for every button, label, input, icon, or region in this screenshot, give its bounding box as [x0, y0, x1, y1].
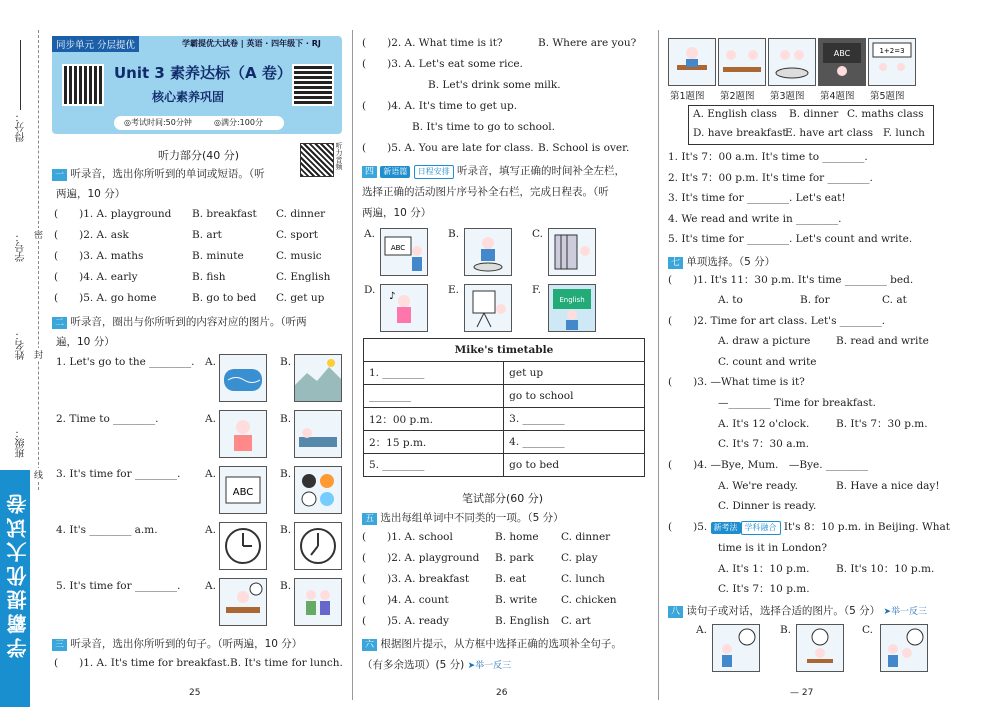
s5-q2-c[interactable]: C. play	[561, 552, 598, 564]
s8-label-b: B.	[780, 624, 792, 636]
s3-num: 三	[52, 639, 67, 651]
music-image[interactable]	[380, 284, 428, 332]
balls-image[interactable]	[294, 466, 342, 514]
s4-pic-f-label: F.	[532, 284, 541, 296]
s3-q5-b[interactable]: B. School is over.	[538, 142, 630, 154]
s1-q4-b[interactable]: B. fish	[192, 271, 226, 283]
s3-q3-b[interactable]: B. Let's drink some milk.	[428, 79, 561, 91]
score-line	[20, 40, 21, 110]
s6-q3[interactable]: 3. It's time for ________. Let's eat!	[668, 192, 846, 204]
s7-q3-a[interactable]: A. It's 12 o'clock.	[718, 418, 810, 430]
s7-q1-b[interactable]: B. for	[800, 294, 830, 306]
s6-pic-label-5: 第5题图	[870, 91, 905, 102]
s5-q3[interactable]: ( )3. A. breakfast	[362, 573, 470, 585]
banner-series: 学霸提优大试卷 | 英语 · 四年级下 · RJ	[182, 39, 321, 48]
s5-instr	[362, 510, 564, 525]
s5-q3-c[interactable]: C. lunch	[561, 573, 605, 585]
s1-q5-b[interactable]: B. go to bed	[192, 292, 257, 304]
s2-instr-2: 遍，10 分）	[56, 336, 115, 348]
s7-q5-c[interactable]: C. It's 7：10 p.m.	[718, 583, 810, 595]
s4-pic-b-label: B.	[448, 228, 460, 240]
tt-r5-c1[interactable]: 5. ________	[364, 454, 504, 477]
s7-q5[interactable]	[668, 521, 950, 535]
s7-q4-c[interactable]: C. Dinner is ready.	[718, 500, 817, 512]
writing-header: 笔试部分(60 分)	[462, 492, 544, 505]
brand-text: 学霸提优大试卷	[6, 490, 30, 658]
s6-q1[interactable]: 1. It's 7：00 a.m. It's time to ________.	[668, 151, 868, 163]
s5-q5-b[interactable]: B. English	[495, 615, 550, 627]
fold-line	[38, 30, 39, 490]
s5-num: 五	[362, 513, 377, 525]
score-label: 得分：	[16, 112, 27, 142]
park-image[interactable]	[294, 354, 342, 402]
s4-instr-1: 听录音，填写正确的时间补全左栏，	[457, 165, 626, 177]
breakfast-image[interactable]	[219, 578, 267, 626]
s5-q3-b[interactable]: B. eat	[495, 573, 527, 585]
s1-q3-c[interactable]: C. music	[276, 250, 322, 262]
s7-q3[interactable]: ( )3. —What time is it?	[668, 376, 805, 388]
svg-text:ABC: ABC	[833, 49, 851, 58]
s6-instr-1: 根据图片提示，从方框中选择正确的选项补全句子。	[380, 638, 622, 650]
s6-q5[interactable]: 5. It's time for ________. Let's count and write.	[668, 233, 913, 245]
svg-text:ABC: ABC	[390, 244, 406, 252]
tt-r4-c1: 2：15 p.m.	[364, 431, 504, 454]
drawing-image[interactable]	[464, 284, 512, 332]
pool-image[interactable]	[219, 354, 267, 402]
s8-more-link[interactable]: ➤举一反三	[883, 607, 928, 617]
listening-qr-label: 听力音频	[335, 142, 343, 170]
s4-pic-d-label: D.	[364, 284, 376, 296]
left-margin	[0, 0, 48, 707]
s1-q5-c[interactable]: C. get up	[276, 292, 325, 304]
s3-q2-a[interactable]: ( )2. A. What time is it?	[362, 37, 503, 49]
s6-options-box	[688, 105, 934, 145]
s3-q1-a[interactable]: ( )1. A. It's time for breakfast.	[54, 657, 231, 669]
s8-label-c: C.	[862, 624, 873, 636]
s7-q4-a[interactable]: A. We're ready.	[718, 480, 798, 492]
seal-xian: 线	[34, 468, 43, 481]
s6-instr-2: （有多余选项）(5 分)	[362, 659, 465, 671]
tt-r2-c2: go to school	[504, 385, 645, 408]
s2-q5: 5. It's time for ________.	[56, 580, 181, 592]
s6-opt-f: F. lunch	[883, 127, 925, 139]
s6-pic-3[interactable]	[768, 38, 816, 86]
wash-image[interactable]	[219, 410, 267, 458]
s8-label-a: A.	[696, 624, 707, 636]
s3-q5-a[interactable]: ( )5. A. You are late for class.	[362, 142, 534, 154]
seal-feng: 封	[34, 348, 43, 361]
s8-pic-a[interactable]	[712, 624, 760, 672]
s5-instr-text: 选出每组单词中不同类的一项。（5 分）	[380, 512, 564, 524]
id-label: 学号：	[16, 232, 27, 262]
s7-q5-pre: ( )5.	[668, 521, 708, 533]
s4-num: 四	[362, 166, 377, 178]
s4-pic-c-label: C.	[532, 228, 543, 240]
s4-instr-3: 两遍，10 分）	[362, 207, 432, 219]
banner-subtitle: 核心素养巩固	[152, 90, 225, 104]
s7-q3-c[interactable]: C. It's 7：30 a.m.	[718, 438, 810, 450]
svg-text:♪: ♪	[389, 291, 396, 302]
page-27: — 27	[790, 688, 814, 698]
timetable-title: Mike's timetable	[364, 339, 645, 362]
s2-instr-1: 听录音，圈出与你所听到的内容对应的图片。（听两	[70, 316, 307, 328]
s3-q2-b[interactable]: B. Where are you?	[538, 37, 637, 49]
s3-q4-a[interactable]: ( )4. A. It's time to get up.	[362, 100, 518, 112]
s2-a3: A.	[205, 468, 216, 480]
abc-book-image[interactable]	[219, 466, 267, 514]
banner-meta	[114, 116, 284, 130]
s6-num: 六	[362, 639, 377, 651]
s7-q2-a[interactable]: A. draw a picture	[718, 335, 811, 347]
s3-q3-a[interactable]: ( )3. A. Let's eat some rice.	[362, 58, 523, 70]
s6-opt-d: D. have breakfast	[693, 127, 787, 139]
meta-time: ◎考试时间:50分钟	[124, 118, 192, 127]
tt-r2-c1[interactable]: ________	[364, 385, 504, 408]
s2-q1: 1. Let's go to the ________.	[56, 356, 195, 368]
s7-num: 七	[668, 257, 683, 269]
s2-a2: A.	[205, 413, 216, 425]
tt-r1-c1[interactable]: 1. ________	[364, 362, 504, 385]
s3-q1-b[interactable]: B. It's time for lunch.	[230, 657, 343, 669]
page-26: 26	[496, 688, 508, 698]
playing-image[interactable]	[294, 578, 342, 626]
s1-instr-2: 两遍，10 分）	[56, 188, 126, 200]
s7-q1-a[interactable]: A. to	[718, 294, 743, 306]
svg-text:English: English	[559, 296, 585, 304]
english-class-image[interactable]	[548, 284, 596, 332]
s1-q2-c[interactable]: C. sport	[276, 229, 319, 241]
s1-q1[interactable]: ( )1. A. playground	[54, 208, 172, 220]
s7-q5-tag-2: 学科融合	[741, 521, 781, 535]
s4-tag-2: 日程安排	[414, 165, 454, 179]
s6-instr-2-line	[362, 657, 511, 672]
s6-pic-label-1: 第1题图	[670, 91, 705, 102]
s4-tag-1: 新语篇	[380, 166, 410, 178]
s7-q5-b[interactable]: B. It's 10：10 p.m.	[836, 563, 935, 575]
s5-q4-c[interactable]: C. chicken	[561, 594, 617, 606]
s6-opt-a: A. English class	[693, 108, 777, 120]
s7-q1-c[interactable]: C. at	[882, 294, 907, 306]
s7-q2[interactable]: ( )2. Time for art class. Let's ________.	[668, 315, 886, 327]
s8-num: 八	[668, 606, 683, 618]
column-divider-1	[352, 30, 353, 700]
s7-q2-c[interactable]: C. count and write	[718, 356, 817, 368]
s6-pic-1[interactable]	[668, 38, 716, 86]
s6-pic-label-4: 第4题图	[820, 91, 855, 102]
s5-q1[interactable]: ( )1. A. school	[362, 531, 453, 543]
meta-score: ◎满分:100分	[214, 118, 263, 127]
abc-class-image[interactable]	[380, 228, 428, 276]
s2-b4: B.	[280, 524, 292, 536]
s6-instr	[362, 636, 622, 651]
seal-mi: 密	[34, 228, 43, 241]
s5-q5-c[interactable]: C. art	[561, 615, 591, 627]
s2-b3: B.	[280, 468, 292, 480]
s1-q1-c[interactable]: C. dinner	[276, 208, 326, 220]
s4-instr	[362, 163, 625, 179]
s5-q5[interactable]: ( )5. A. ready	[362, 615, 449, 627]
s5-q2[interactable]: ( )2. A. playground	[362, 552, 480, 564]
s3-instr-text: 听录音，选出你所听到的句子。（听两遍，10 分）	[70, 638, 303, 650]
s7-q3-line2: —________ Time for breakfast.	[718, 397, 876, 409]
banner-badge: 同步单元 分层提优	[52, 36, 139, 52]
s1-q4[interactable]: ( )4. A. early	[54, 271, 138, 283]
s2-num: 二	[52, 317, 67, 329]
s5-q4-b[interactable]: B. write	[495, 594, 538, 606]
banner	[52, 36, 342, 134]
tt-r4-c2[interactable]: 4. ________	[504, 431, 645, 454]
s6-opt-e: E. have art class	[785, 127, 873, 139]
banner-title: Unit 3 素养达标（A 卷）	[114, 64, 292, 82]
s7-q5-text: It's 8：10 p.m. in Beijing. What	[783, 521, 951, 533]
s5-q1-c[interactable]: C. dinner	[561, 531, 611, 543]
s8-instr	[668, 603, 927, 618]
s6-q4[interactable]: 4. We read and write in ________.	[668, 213, 842, 225]
s4-instr-2: 选择正确的活动图片序号补全右栏，完成日程表。（听	[362, 186, 609, 198]
s2-b1: B.	[280, 356, 292, 368]
s8-pic-b[interactable]	[796, 624, 844, 672]
s5-q1-b[interactable]: B. home	[495, 531, 539, 543]
s8-instr-text: 读句子或对话，选择合适的图片。（5 分）	[686, 605, 881, 617]
s2-b2: B.	[280, 413, 292, 425]
s7-instr-text: 单项选择。（5 分）	[686, 256, 776, 268]
s7-instr	[668, 254, 775, 269]
clock-b-image[interactable]	[294, 522, 342, 570]
s1-q1-b[interactable]: B. breakfast	[192, 208, 257, 220]
s7-q5-line2: time is it in London?	[718, 542, 828, 554]
eating-image[interactable]	[464, 228, 512, 276]
s7-q4-b[interactable]: B. Have a nice day!	[836, 480, 940, 492]
s6-pic-5[interactable]	[868, 38, 916, 86]
s1-instr	[52, 166, 265, 181]
class-label: 班级：	[16, 428, 27, 458]
tt-r3-c2[interactable]: 3. ________	[504, 408, 645, 431]
s1-q3-b[interactable]: B. minute	[192, 250, 244, 262]
s1-q2-b[interactable]: B. art	[192, 229, 222, 241]
s1-q2[interactable]: ( )2. A. ask	[54, 229, 129, 241]
s2-q4: 4. It's ________ a.m.	[56, 524, 158, 536]
s7-q3-b[interactable]: B. It's 7：30 p.m.	[836, 418, 928, 430]
s2-q2: 2. Time to ________.	[56, 413, 159, 425]
s6-more-link[interactable]: ➤举一反三	[467, 661, 512, 671]
s1-q3[interactable]: ( )3. A. maths	[54, 250, 144, 262]
s8-pic-c[interactable]	[880, 624, 928, 672]
s2-a4: A.	[205, 524, 216, 536]
page-25: 25	[189, 688, 201, 698]
listening-qr	[300, 143, 334, 177]
qr-right	[292, 64, 334, 106]
svg-text:1+2=3: 1+2=3	[879, 47, 905, 55]
s6-opt-c: C. maths class	[847, 108, 924, 120]
s7-q5-a[interactable]: A. It's 1：10 p.m.	[718, 563, 810, 575]
s4-pic-a-label: A.	[364, 228, 375, 240]
s6-pic-4[interactable]	[818, 38, 866, 86]
s1-q5[interactable]: ( )5. A. go home	[54, 292, 157, 304]
s7-q4[interactable]: ( )4. —Bye, Mum. —Bye. ________	[668, 459, 868, 471]
svg-text:ABC: ABC	[232, 487, 254, 498]
qr-left	[62, 64, 104, 106]
s5-q4[interactable]: ( )4. A. count	[362, 594, 449, 606]
column-divider-2	[658, 30, 659, 700]
s6-q2[interactable]: 2. It's 7：00 p.m. It's time for ________.	[668, 172, 873, 184]
s2-b5: B.	[280, 580, 292, 592]
s7-q1[interactable]: ( )1. It's 11：30 p.m. It's time ________ bed.	[668, 274, 914, 286]
school-gate-image[interactable]	[548, 228, 596, 276]
s2-q3: 3. It's time for ________.	[56, 468, 181, 480]
bed-image[interactable]	[294, 410, 342, 458]
s7-q5-tag-1: 新考法	[711, 522, 741, 534]
s2-instr	[52, 314, 307, 329]
tt-r5-c2: go to bed	[504, 454, 645, 477]
clock-a-image[interactable]	[219, 522, 267, 570]
s7-q2-b[interactable]: B. read and write	[836, 335, 929, 347]
s1-instr-1: 听录音，选出你所听到的单词或短语。（听	[70, 168, 265, 180]
s6-pic-label-3: 第3题图	[770, 91, 805, 102]
s4-pic-e-label: E.	[448, 284, 460, 296]
tt-r1-c2: get up	[504, 362, 645, 385]
listening-header: 听力部分(40 分)	[158, 149, 240, 162]
tt-r3-c1: 12：00 p.m.	[364, 408, 504, 431]
s3-instr	[52, 636, 302, 651]
s3-q4-b[interactable]: B. It's time to go to school.	[412, 121, 555, 133]
s2-a1: A.	[205, 356, 216, 368]
s6-pic-label-2: 第2题图	[720, 91, 755, 102]
name-label: 姓名：	[16, 330, 27, 360]
s6-pic-2[interactable]	[718, 38, 766, 86]
s5-q2-b[interactable]: B. park	[495, 552, 534, 564]
s2-a5: A.	[205, 580, 216, 592]
s6-opt-b: B. dinner	[789, 108, 839, 120]
timetable	[363, 338, 645, 477]
s1-num: 一	[52, 169, 67, 181]
s1-q4-c[interactable]: C. English	[276, 271, 331, 283]
